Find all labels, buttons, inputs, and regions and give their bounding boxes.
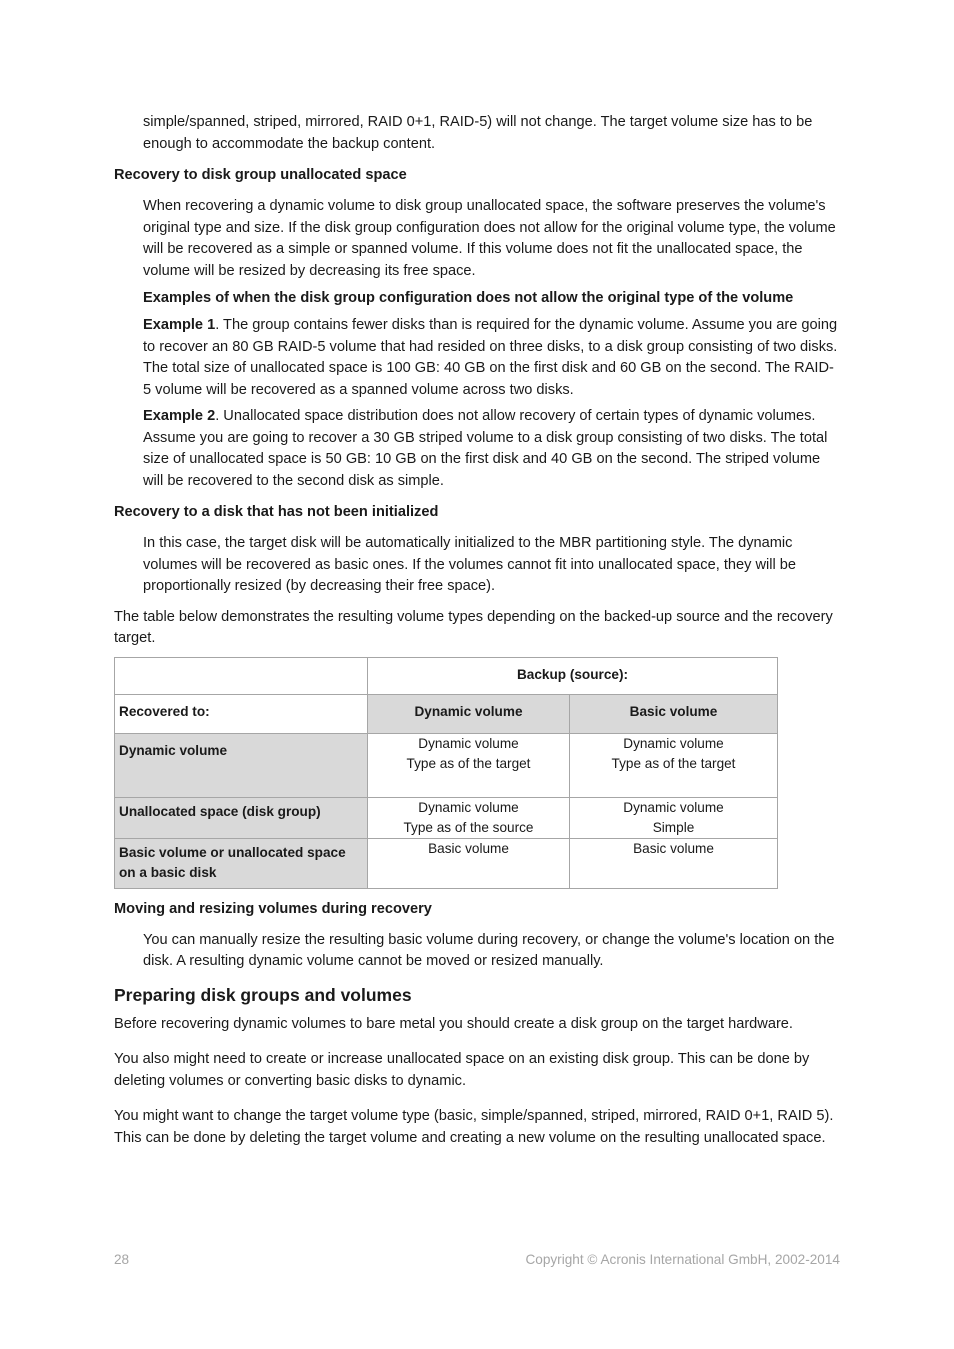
cell-line: Dynamic volume — [418, 799, 519, 815]
col-dynamic-header: Dynamic volume — [368, 694, 570, 733]
table-row — [115, 733, 778, 797]
table-intro: The table below demonstrates the resulting volume types depending on the backed-up source and the recovery target. — [114, 608, 833, 646]
row-label-basic: Basic volume or unallocated space on a basic disk — [115, 838, 368, 888]
row-label-dynamic: Dynamic volume — [115, 733, 368, 797]
col-basic-header: Basic volume — [570, 694, 778, 733]
page-number: 28 — [114, 1252, 130, 1267]
table-row — [115, 797, 778, 838]
cell-line: Type as of the source — [403, 819, 534, 835]
example-1-label: Example 1 — [143, 317, 216, 333]
example-2-label: Example 2 — [143, 408, 216, 424]
uninitialized-body: In this case, the target disk will be automatically initialized to the MBR partitioning style. The dynamic volumes will be recovered as basic ones. If the volumes cannot fit into unallocated space, they will be proportionally resized (by decreasing their free space). — [143, 535, 797, 594]
preparing-p3: You might want to change the target volume type (basic, simple/spanned, striped, mirrored, RAID 0+1, RAID 5). This can be done by deleting the target volume and creating a new volume on the resulting unallocated space. — [114, 1108, 834, 1146]
backup-source-header: Backup (source): — [368, 657, 778, 694]
cell-basic-basic — [570, 838, 778, 888]
recovered-to-header: Recovered to: — [115, 694, 368, 733]
heading-unallocated: Recovery to disk group unallocated space — [114, 167, 407, 183]
heading-moving: Moving and resizing volumes during recovery — [114, 900, 432, 917]
example-1 — [143, 315, 840, 401]
example-1-text: . The group contains fewer disks than is required for the dynamic volume. Assume you are going to recover an 80 GB RAID-5 volume that had resided on three disks, to a disk group consisting of two disks. The total size of unallocated space is 100 GB: 40 GB on the first disk and 60 GB on the second. The RAID-5 volume will be recovered as a spanned volume across two disks. — [143, 317, 838, 398]
cell-line: Simple — [652, 819, 695, 835]
result-table — [114, 657, 778, 889]
cell-dynamic-basic — [570, 733, 778, 797]
row-label-unallocated: Unallocated space (disk group) — [115, 797, 368, 838]
cell-line: Basic volume — [428, 840, 509, 856]
unallocated-body: When recovering a dynamic volume to disk group unallocated space, the software preserves the volume's original type and size. If the disk group configuration does not allow for the original volume type, the volume will be recovered as a simple or spanned volume. If this volume does not fit the unallocated space, the volume will be resized by decreasing its free space. — [143, 198, 836, 279]
cell-line: Basic volume — [633, 840, 714, 856]
heading-uninitialized: Recovery to a disk that has not been initialized — [114, 504, 439, 520]
preparing-p1: Before recovering dynamic volumes to bare metal you should create a disk group on the target hardware. — [114, 1015, 793, 1032]
cell-line: Type as of the target — [611, 755, 736, 771]
cell-basic-dynamic — [368, 838, 570, 888]
cell-unallocated-dynamic — [368, 797, 570, 838]
cell-line: Type as of the target — [406, 755, 531, 771]
cell-dynamic-dynamic — [368, 733, 570, 797]
preparing-p2: You also might need to create or increase unallocated space on an existing disk group. This can be done by deleting volumes or converting basic disks to dynamic. — [114, 1051, 810, 1089]
cell-line: Dynamic volume — [418, 735, 519, 751]
moving-body: You can manually resize the resulting basic volume during recovery, or change the volume's location on the disk. A resulting dynamic volume cannot be moved or resized manually. — [143, 931, 835, 969]
cell-line: Dynamic volume — [623, 735, 724, 751]
page-footer — [114, 1250, 840, 1270]
example-2 — [143, 406, 840, 492]
intro-continuation: simple/spanned, striped, mirrored, RAID 0+1, RAID-5) will not change. The target volume size has to be enough to accommodate the backup content. — [143, 114, 813, 152]
cell-line: Dynamic volume — [623, 799, 724, 815]
table-row — [115, 838, 778, 888]
table-corner-cell — [115, 657, 368, 694]
examples-heading: Examples of when the disk group configuration does not allow the original type of the volume — [143, 290, 794, 306]
cell-unallocated-basic — [570, 797, 778, 838]
example-2-text: . Unallocated space distribution does not allow recovery of certain types of dynamic volumes. Assume you are going to recover a 30 GB striped volume to a disk group consisting of two disks. The total size of unallocated space is 50 GB: 10 GB on the first disk and 40 GB on the second. The striped volume will be recovered to the second disk as simple. — [143, 408, 828, 489]
table-row — [115, 657, 778, 694]
heading-preparing: Preparing disk groups and volumes — [114, 984, 412, 1005]
copyright-notice: Copyright © Acronis International GmbH, 2002-2014 — [525, 1252, 840, 1267]
table-row — [115, 694, 778, 733]
page-content — [114, 112, 840, 1149]
